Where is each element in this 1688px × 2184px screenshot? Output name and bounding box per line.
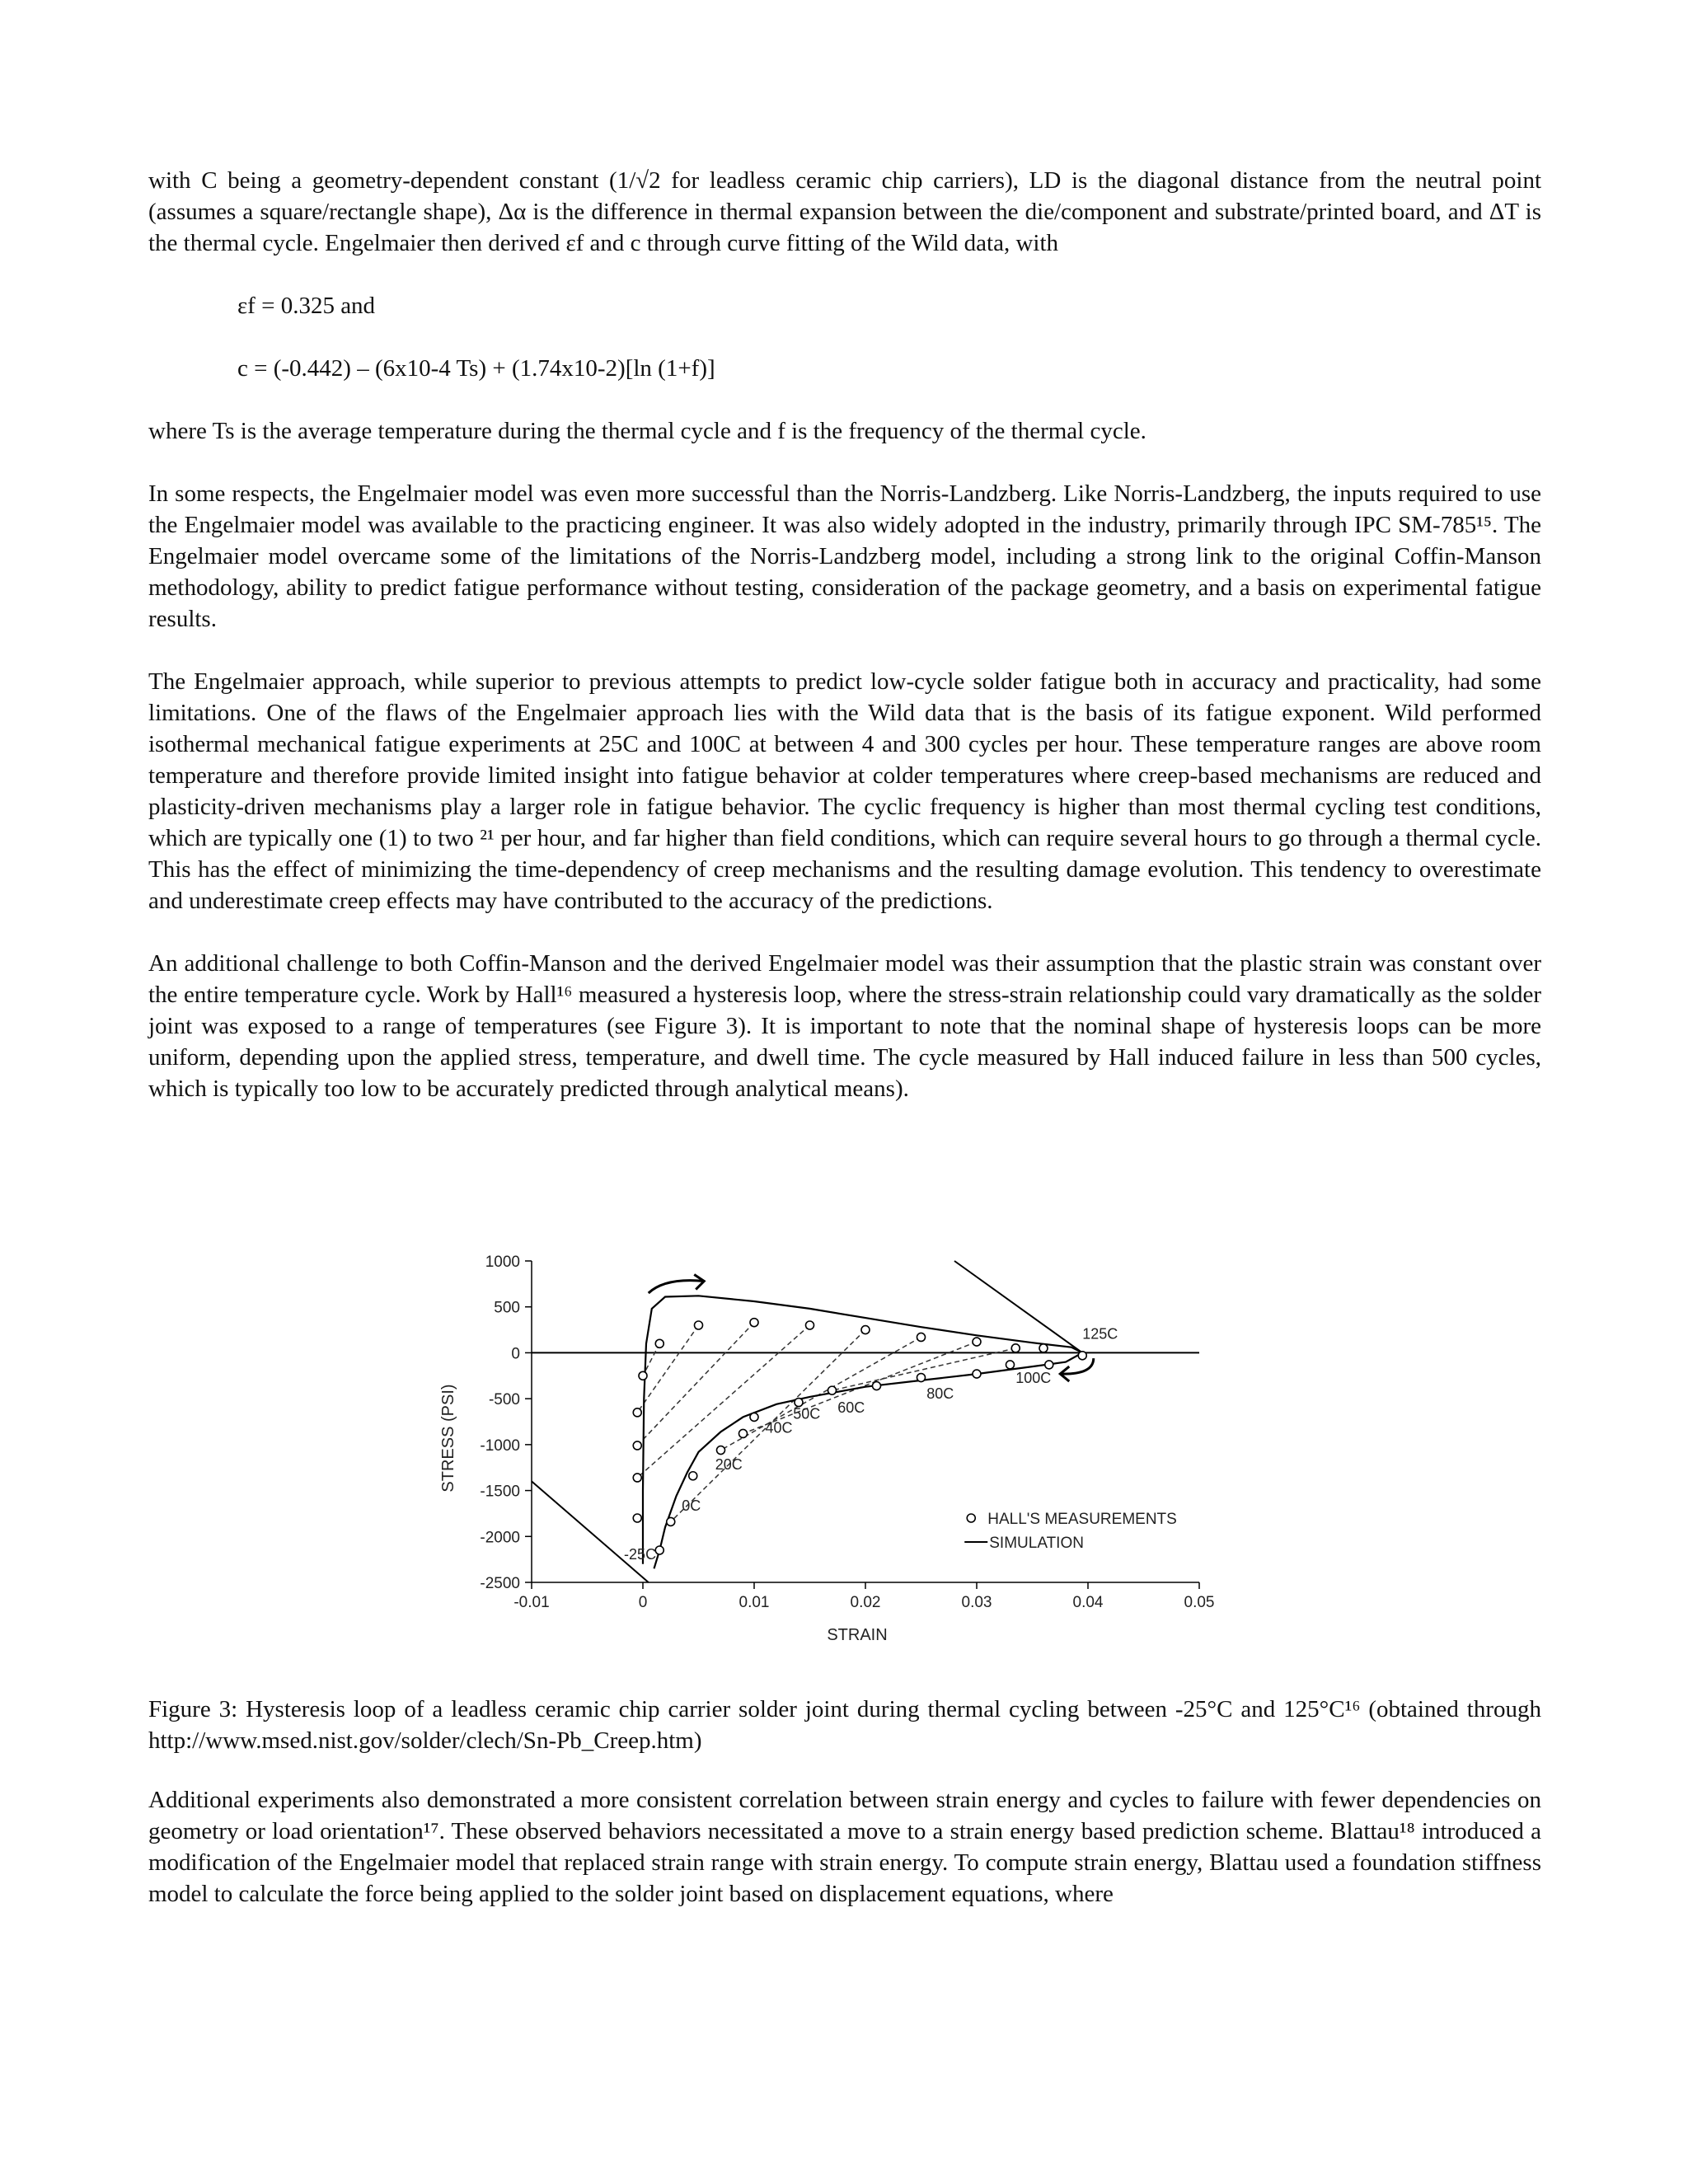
hall-measurement-point xyxy=(739,1429,748,1437)
x-tick-label: 0.05 xyxy=(1184,1594,1215,1611)
temperature-label: -25C xyxy=(624,1546,657,1563)
dashed-guide-line xyxy=(721,1337,921,1450)
hall-measurement-point xyxy=(639,1371,647,1380)
temperature-label: 100C xyxy=(1015,1370,1052,1387)
hall-measurement-point xyxy=(861,1326,870,1334)
hall-measurement-point xyxy=(633,1514,641,1522)
hall-measurement-point xyxy=(806,1321,814,1329)
hysteresis-chart xyxy=(420,1249,1253,1677)
y-tick-label: -1000 xyxy=(480,1436,520,1455)
arrow-upper xyxy=(649,1281,705,1293)
paragraph-1: with C being a geometry-dependent constant (1/√2 for leadless ceramic chip carriers), LD is the diagonal distance from the neutral point (assumes a square/rectangle shape), Δα is the difference in thermal expansion between the die/component and substrate/printed board, and ΔT is the thermal cycle. Engelmaier then derived εf and c through curve fitting of the Wild data, with xyxy=(148,167,1541,256)
temperature-label: 50C xyxy=(793,1405,821,1422)
y-tick-label: -500 xyxy=(488,1391,520,1409)
hall-measurement-point xyxy=(973,1370,981,1378)
document-body xyxy=(148,165,1541,1104)
hall-measurement-point xyxy=(1006,1361,1015,1369)
temperature-label: 20C xyxy=(715,1455,743,1473)
dashed-guide-line xyxy=(637,1323,754,1446)
hall-measurement-point xyxy=(917,1333,926,1341)
hall-measurement-point xyxy=(828,1386,837,1394)
x-tick-label: 0.01 xyxy=(738,1594,770,1611)
equation-epsilon: εf = 0.325 and xyxy=(237,293,376,319)
hall-measurement-point xyxy=(655,1339,663,1347)
hall-measurement-point xyxy=(717,1446,725,1455)
paragraph-5: An additional challenge to both Coffin-Manson and the derived Engelmaier model was their assumption that the plastic strain was constant over the entire temperature cycle. Work by Hall¹⁶ measured a hysteresis loop, where the stress-strain relationship could vary dramatically as the solder joint was exposed to a range of temperatures (see Figure 3). It is important to note that the nominal shape of hysteresis loops can be more uniform, depending upon the applied stress, temperature, and dwell time. The cycle measured by Hall induced failure in less than 500 cycles, which is typically too low to be accurately predicted through analytical means). xyxy=(148,950,1541,1102)
document-tail xyxy=(148,1784,1541,1910)
paragraph-4: The Engelmaier approach, while superior to previous attempts to predict low-cycle solder fatigue both in accuracy and practicality, had some limitations. One of the flaws of the Engelmaier approach lies with the Wild data that is the basis of its fatigue exponent. Wild performed isothermal mechanical fatigue experiments at 25C and 100C at between 4 and 300 cycles per hour. These temperature ranges are above room temperature and therefore provide limited insight into fatigue behavior at colder temperatures where creep-based mechanisms are reduced and plasticity-driven mechanisms play a larger role in fatigue behavior. The cyclic frequency is higher than most thermal cycling test conditions, which are typically one (1) to two ²¹ per hour, and far higher than field conditions, which can require several hours to go through a thermal cycle. This has the effect of minimizing the time-dependency of creep mechanisms and the resulting damage evolution. This tendency to overestimate and underestimate creep effects may have contributed to the accuracy of the predictions. xyxy=(148,668,1541,914)
chart-series xyxy=(532,1261,1199,1582)
y-tick-label: 500 xyxy=(494,1299,520,1317)
y-axis-label: STRESS (PSI) xyxy=(439,1384,457,1493)
y-tick-label: -2000 xyxy=(480,1529,520,1547)
x-tick-label: -0.01 xyxy=(513,1594,550,1611)
paragraph-6: Additional experiments also demonstrated a more consistent correlation between strain energy and cycles to failure with fewer dependencies on geometry or load orientation¹⁷. These observed behaviors necessitated a move to a strain energy based prediction scheme. Blattau¹⁸ introduced a modification of the Engelmaier model that replaced strain range with strain energy. To compute strain energy, Blattau used a foundation stiffness model to calculate the force being applied to the solder joint based on displacement equations, where xyxy=(148,1787,1541,1907)
hall-measurement-point xyxy=(633,1408,641,1417)
arrow-lower xyxy=(1060,1358,1094,1374)
y-tick-label: 1000 xyxy=(485,1254,520,1271)
hall-measurement-point xyxy=(633,1474,641,1482)
reference-line xyxy=(532,1481,649,1582)
dashed-guide-line xyxy=(637,1325,809,1478)
legend-label-measurements: HALL'S MEASUREMENTS xyxy=(987,1511,1177,1528)
hysteresis-figure xyxy=(420,1249,1253,1677)
temperature-label: 60C xyxy=(837,1399,865,1416)
y-tick-label: 0 xyxy=(511,1345,520,1363)
y-tick-label: -2500 xyxy=(480,1575,520,1592)
legend-label-simulation: SIMULATION xyxy=(989,1534,1084,1552)
hall-measurement-point xyxy=(1039,1344,1048,1352)
y-tick-label: -1500 xyxy=(480,1483,520,1501)
hall-measurement-point xyxy=(917,1374,926,1382)
temperature-label: 80C xyxy=(926,1385,954,1403)
hall-measurement-point xyxy=(750,1319,758,1327)
hall-measurement-point xyxy=(750,1413,758,1421)
hall-measurement-point xyxy=(695,1321,703,1329)
hall-measurement-point xyxy=(655,1546,663,1554)
hall-measurement-point xyxy=(873,1382,881,1390)
x-tick-label: 0 xyxy=(638,1594,648,1611)
figure-caption xyxy=(148,1694,1541,1756)
hall-measurement-point xyxy=(633,1441,641,1450)
x-tick-label: 0.02 xyxy=(850,1594,881,1611)
hall-measurement-point xyxy=(1078,1352,1086,1360)
legend-marker-measurements xyxy=(967,1514,975,1522)
temperature-label: 125C xyxy=(1082,1325,1118,1343)
paragraph-3: In some respects, the Engelmaier model was even more successful than the Norris-Landzberg. Like Norris-Landzberg, the inputs required to use the Engelmaier model was available to the practicing engineer. It was also widely adopted in the industry, primarily through IPC SM-785¹⁵. The Engelmaier model overcame some of the limitations of the Norris-Landzberg model, including a strong link to the original Coffin-Manson methodology, ability to predict fatigue performance without testing, consideration of the package geometry, and a basis on experimental fatigue results. xyxy=(148,480,1541,632)
hall-measurement-point xyxy=(973,1338,981,1346)
x-tick-label: 0.04 xyxy=(1072,1594,1104,1611)
temperature-label: 40C xyxy=(765,1419,793,1436)
hall-measurement-point xyxy=(1011,1344,1020,1352)
x-tick-label: 0.03 xyxy=(961,1594,992,1611)
caption-text: Figure 3: Hysteresis loop of a leadless ceramic chip carrier solder joint during thermal cycling between -25°C and 125°C¹⁶ (obtained through http://www.msed.nist.gov/solder/clech/Sn-Pb_Creep.htm) xyxy=(148,1696,1541,1754)
hall-measurement-point xyxy=(1045,1361,1053,1369)
hall-measurement-point xyxy=(689,1472,697,1480)
x-axis-label: STRAIN xyxy=(827,1626,888,1644)
equation-c: c = (-0.442) – (6x10-4 Ts) + (1.74x10-2)[ln (1+f)] xyxy=(237,355,715,382)
dashed-guide-line xyxy=(832,1348,1016,1390)
hall-measurement-point xyxy=(667,1517,675,1526)
temperature-label: 0C xyxy=(682,1497,701,1515)
paragraph-2: where Ts is the average temperature during the thermal cycle and f is the frequency of the thermal cycle. xyxy=(148,418,1146,444)
